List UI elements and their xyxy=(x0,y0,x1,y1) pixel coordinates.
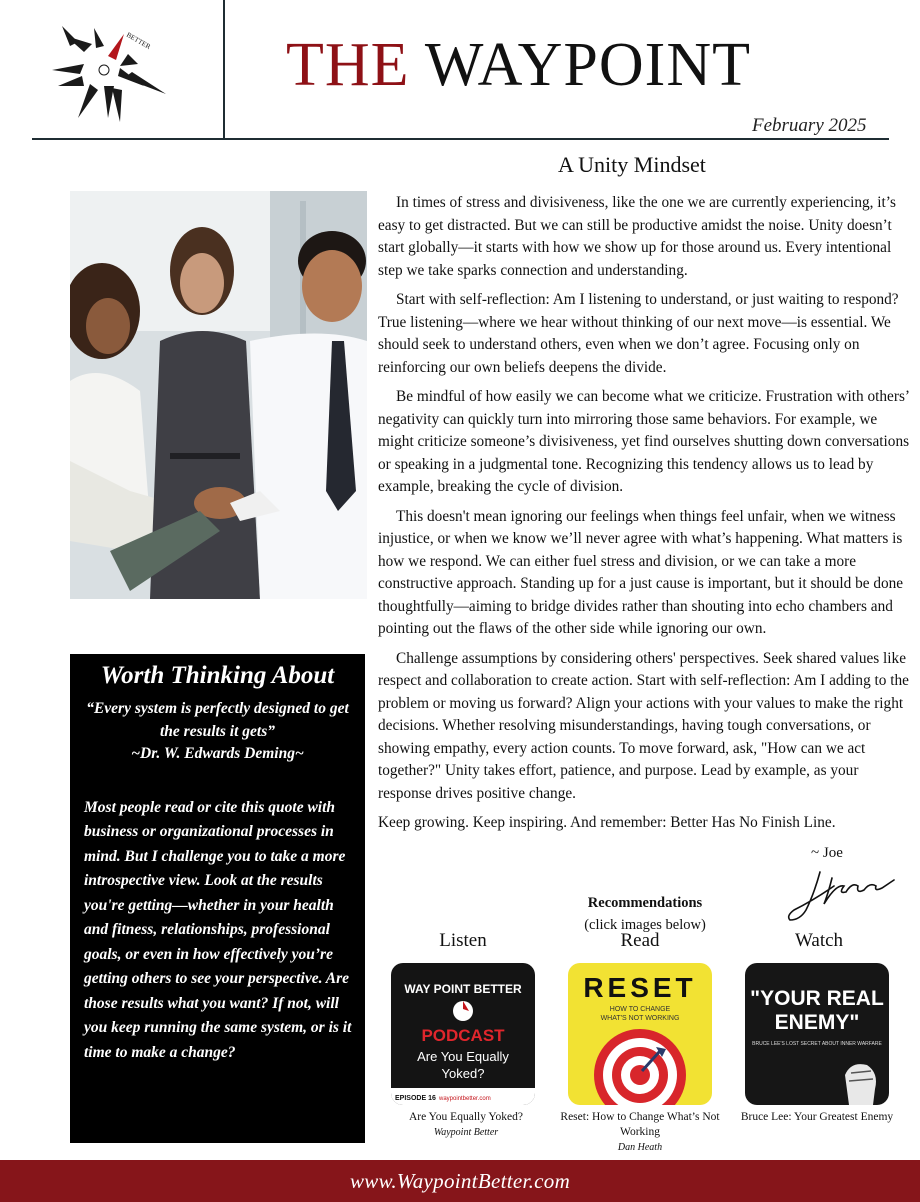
svg-text:Are You Equally: Are You Equally xyxy=(417,1049,509,1064)
recommendations-title: Recommendations xyxy=(587,895,703,911)
issue-date: February 2025 xyxy=(752,115,867,136)
worth-thinking-about-box xyxy=(70,654,365,1143)
svg-text:Yoked?: Yoked? xyxy=(441,1066,485,1081)
read-heading: Read xyxy=(620,930,660,951)
header-divider-horizontal xyxy=(32,138,889,140)
article-paragraph: In times of stress and divisiveness, like the one we are currently experiencing, it’s easy to get distracted. But we can still be productive amidst the noise. Unity doesn’t start globally—it starts with how we show up for those around us. Every intentional step we take sparks connection and understanding. xyxy=(378,194,896,279)
reset-caption xyxy=(555,1110,725,1155)
waypoint-logo xyxy=(48,18,168,130)
podcast-thumbnail[interactable] xyxy=(391,963,535,1105)
svg-text:EPISODE 16: EPISODE 16 xyxy=(395,1095,436,1102)
box-heading: Worth Thinking About xyxy=(100,662,335,689)
signoff: ~ Joe xyxy=(811,845,843,861)
podcast-caption-byline: Waypoint Better xyxy=(433,1127,499,1138)
title-waypoint: WAYPOINT xyxy=(424,31,751,99)
website-link[interactable]: www.WaypointBetter.com xyxy=(349,1169,571,1193)
reset-book-thumbnail[interactable] xyxy=(568,963,712,1105)
newsletter-title xyxy=(286,31,751,99)
svg-text:BETTER: BETTER xyxy=(125,30,152,51)
bruce-lee-caption-title: Bruce Lee: Your Greatest Enemy xyxy=(740,1111,894,1123)
podcast-caption xyxy=(381,1110,551,1140)
box-text: Most people read or cite this quote with business or organizational processes in mind. But I challenge you to take a more introspective view. Look at the results you're getting—whether in your health and fitness, relationships, professional goals, or even in how effectively you’re getting others to see your perspective. Are those results what you want? If not, will you keep running the same system, or is it time to make a change? xyxy=(84,798,352,1061)
article-paragraph: Start with self-reflection: Am I listening to understand, or just waiting to respond? True listening—where we hear without thinking of our next move—is essential. We should seek to understand others, even when we don’t agree. Focusing only on reinforcing our own beliefs deepens the divide. xyxy=(378,291,899,376)
svg-text:"YOUR REAL: "YOUR REAL xyxy=(750,987,884,1010)
recommendations-subtitle: (click images below) xyxy=(584,917,706,933)
reset-caption-title: Reset: How to Change What’s Not Working xyxy=(560,1111,720,1138)
closing-line: Keep growing. Keep inspiring. And remember: Better Has No Finish Line. xyxy=(378,814,836,831)
signature-image xyxy=(784,864,896,926)
handshake-photo xyxy=(70,191,367,599)
svg-text:BRUCE LEE'S LOST SECRET ABOUT: BRUCE LEE'S LOST SECRET ABOUT INNER WARFARE xyxy=(752,1041,882,1047)
article-paragraph: Be mindful of how easily we can become what we criticize. Frustration with others’ negativity can quickly turn into mirroring those same behaviors. For example, we might criticize someone’s divisiveness, yet find ourselves shutting down conversations or speaking in a judgmental tone. Recognizing this tendency allows us to lead by example, breaking the cycle of division. xyxy=(378,388,910,495)
svg-text:RESET: RESET xyxy=(583,972,697,1003)
svg-text:HOW TO CHANGE: HOW TO CHANGE xyxy=(609,1006,671,1013)
bruce-lee-caption xyxy=(732,1110,902,1125)
quote-text: “Every system is perfectly designed to get the results it gets” xyxy=(86,700,349,740)
article-paragraph: This doesn't mean ignoring our feelings when things feel unfair, when we witness injustice, or when we know we’ll never agree with what’s happening. What matters is how we respond. We can either fuel stress and division, or we can take a more constructive approach. Standing up for a just cause is important, but it should be done thoughtfully—aiming to bridge divides rather than shouting into echo chambers and pointing out the flaws of the other side while ignoring our own. xyxy=(378,507,904,637)
svg-text:PODCAST: PODCAST xyxy=(421,1026,505,1045)
watch-heading: Watch xyxy=(794,930,844,951)
quote-author: ~Dr. W. Edwards Deming~ xyxy=(131,745,304,762)
podcast-caption-title: Are You Equally Yoked? xyxy=(408,1111,524,1123)
article-paragraph: Challenge assumptions by considering others' perspectives. Seek shared values like respect and collaboration to create action. Start with self-reflection: Am I adding to the problem or moving us forward? Align your actions with your values to make the right decisions. Whether resolving misunderstandings, having tough conversations, or showing empathy, every action counts. To move forward, ask, "How can we act together?" Unity takes effort, patience, and purpose. Lead by example, as your response drives positive change. xyxy=(378,649,909,802)
header-divider-vertical xyxy=(223,0,225,138)
article-body xyxy=(378,192,912,842)
listen-heading: Listen xyxy=(439,930,487,951)
deming-quote xyxy=(80,698,355,766)
article-title: A Unity Mindset xyxy=(558,152,706,177)
bruce-lee-video-thumbnail[interactable] xyxy=(745,963,889,1105)
footer-bar xyxy=(0,1160,920,1202)
svg-text:WHAT'S NOT WORKING: WHAT'S NOT WORKING xyxy=(600,1015,680,1022)
reset-caption-byline: Dan Heath xyxy=(617,1142,663,1153)
svg-text:ENEMY": ENEMY" xyxy=(774,1011,860,1034)
svg-text:waypointbetter.com: waypointbetter.com xyxy=(439,1096,491,1102)
svg-text:WAY POINT BETTER: WAY POINT BETTER xyxy=(404,982,522,996)
title-the: THE xyxy=(286,31,410,99)
